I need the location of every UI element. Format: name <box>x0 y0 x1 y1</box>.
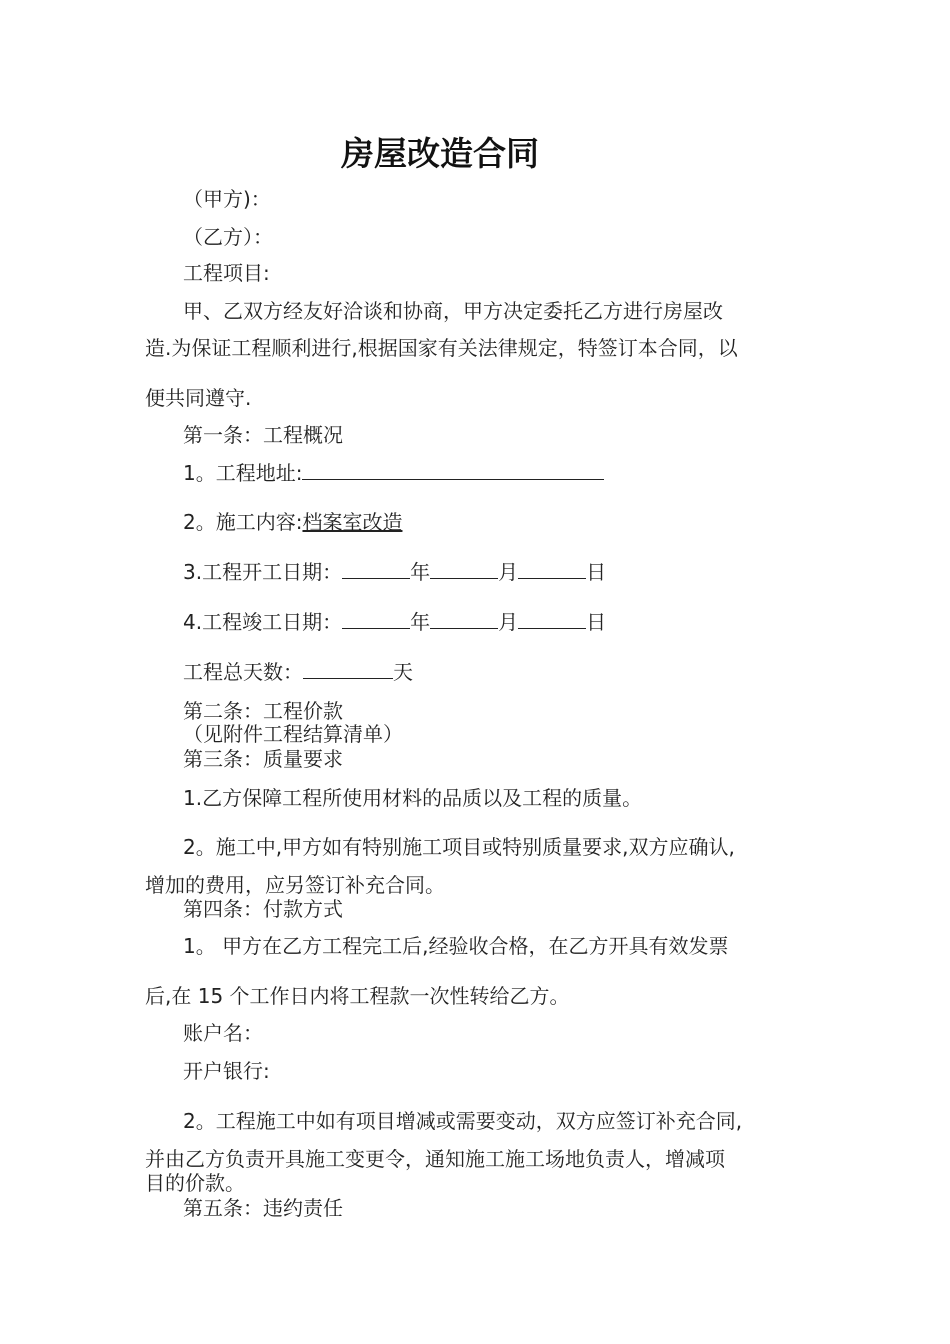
intro-line-2: 造.为保证工程顺利进行,根据国家有关法律规定，特签订本合同，以 <box>145 336 738 360</box>
article-2-heading: 第二条：工程价款 <box>183 699 343 723</box>
total-days-blank <box>303 658 393 679</box>
start-month-blank <box>430 558 498 579</box>
article-3-heading: 第三条：质量要求 <box>183 747 343 771</box>
end-date-label: 4.工程竣工日期： <box>183 610 343 634</box>
payment-item-2-line-3: 目的价款。 <box>145 1171 245 1195</box>
address-blank <box>302 459 604 480</box>
quality-item-1: 1.乙方保障工程所使用材料的品质以及工程的质量。 <box>183 786 643 810</box>
start-day-blank <box>518 558 586 579</box>
quality-item-2-line-1: 2。施工中,甲方如有特别施工项目或特别质量要求,双方应确认, <box>183 835 735 859</box>
start-month-unit: 月 <box>498 560 519 584</box>
payment-item-1-line-1: 1。 甲方在乙方工程完工后,经验收合格，在乙方开具有效发票 <box>183 934 729 958</box>
start-year-blank <box>342 558 410 579</box>
content-label: 2。施工内容: <box>183 510 303 534</box>
end-day-blank <box>518 608 586 629</box>
article-1-heading: 第一条：工程概况 <box>183 423 343 447</box>
start-date-line <box>183 558 606 586</box>
total-days-unit: 天 <box>393 660 413 684</box>
end-day-unit: 日 <box>586 610 607 634</box>
payment-item-2-line-2: 并由乙方负责开具施工变更令，通知施工施工场地负责人，增减项 <box>145 1147 725 1171</box>
content-line <box>183 508 402 536</box>
end-month-blank <box>430 608 498 629</box>
payment-item-1-line-2: 后,在 15 个工作日内将工程款一次性转给乙方。 <box>145 984 570 1008</box>
account-name-label: 账户名： <box>183 1021 263 1045</box>
total-days-label: 工程总天数： <box>183 660 303 684</box>
end-date-line <box>183 608 606 636</box>
total-days-line <box>183 658 413 686</box>
project-label: 工程项目: <box>183 261 270 285</box>
end-year-unit: 年 <box>410 610 431 634</box>
address-label: 1。工程地址: <box>183 461 303 485</box>
address-line <box>183 459 604 487</box>
intro-line-3: 便共同遵守. <box>145 386 252 410</box>
intro-line-1: 甲、乙双方经友好洽谈和协商，甲方决定委托乙方进行房屋改 <box>183 299 723 323</box>
end-year-blank <box>342 608 410 629</box>
article-4-heading: 第四条：付款方式 <box>183 897 343 921</box>
content-value: 档案室改造 <box>302 510 403 534</box>
document-title: 房屋改造合同 <box>341 134 539 173</box>
article-5-heading: 第五条：违约责任 <box>183 1196 343 1220</box>
start-date-label: 3.工程开工日期： <box>183 560 343 584</box>
start-day-unit: 日 <box>586 560 607 584</box>
start-year-unit: 年 <box>410 560 431 584</box>
bank-label: 开户银行: <box>183 1059 270 1083</box>
quality-item-2-line-2: 增加的费用，应另签订补充合同。 <box>145 873 445 897</box>
article-2-note: （见附件工程结算清单） <box>183 722 403 746</box>
party-b-label: （乙方）： <box>183 225 273 249</box>
end-month-unit: 月 <box>498 610 519 634</box>
payment-item-2-line-1: 2。工程施工中如有项目增减或需要变动，双方应签订补充合同, <box>183 1109 743 1133</box>
party-a-label: （甲方)： <box>183 187 271 211</box>
